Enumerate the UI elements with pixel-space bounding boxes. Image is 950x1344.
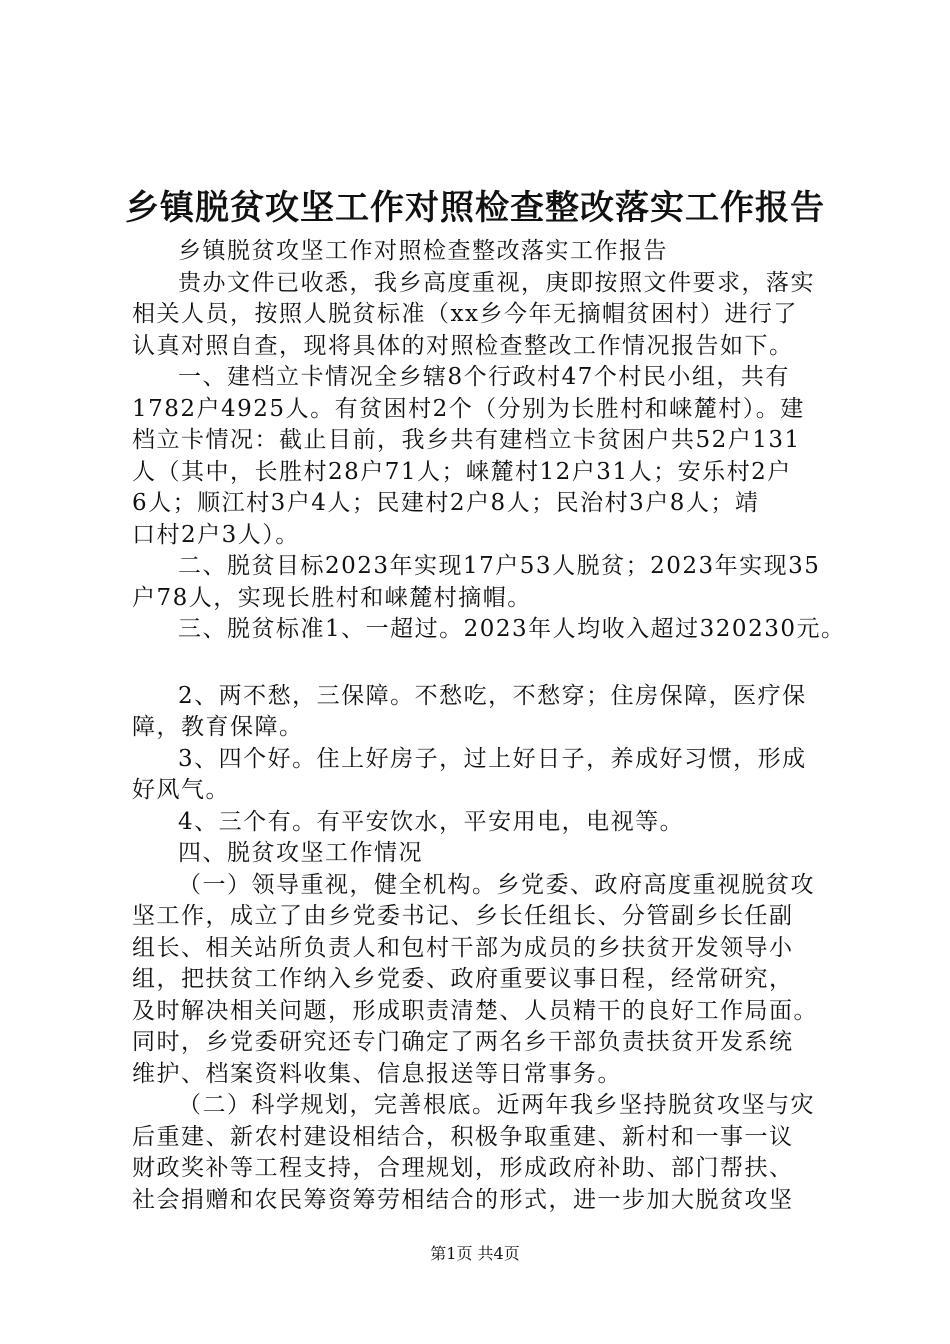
blank-gap — [132, 646, 832, 681]
text-line: 社会捐赠和农民筹资筹劳相结合的形式，进一步加大脱贫攻坚 — [132, 1186, 794, 1213]
subtitle-line: 乡镇脱贫攻坚工作对照检查整改落实工作报告 — [178, 238, 668, 264]
text-line: 二、脱贫目标2023年实现17户53人脱贫；2023年实现35 — [178, 553, 821, 579]
text-line: 4、三个有。有平安饮水，平安用电，电视等。 — [178, 808, 685, 835]
document-title: 乡镇脱贫攻坚工作对照检查整改落实工作报告 — [125, 188, 825, 228]
text-line: 维护、档案资料收集、信息报送等日常事务。 — [132, 1060, 622, 1087]
text-line: 好风气。 — [132, 777, 230, 803]
text-line: 6人；顺江村3户4人；民建村2户8人；民治村3户8人；靖 — [132, 490, 760, 516]
text-line: 组长、相关站所负责人和包村干部为成员的乡扶贫开发领导小 — [132, 934, 794, 961]
text-line: 人（其中，长胜村28户71人；崃麓村12户31人；安乐村2户 — [132, 458, 792, 485]
text-line: 同时，乡党委研究还专门确定了两名乡干部负责扶贫开发系统 — [132, 1029, 794, 1055]
section-heading: 四、脱贫攻坚工作情况 — [178, 840, 423, 866]
text-line: 1782户4925人。有贫困村2个（分别为长胜村和崃麓村）。建 — [132, 395, 805, 422]
text-line: 档立卡情况：截止目前，我乡共有建档立卡贫困户共52户131 — [132, 427, 801, 453]
text-line: 三、脱贫标准1、一超过。2023年人均收入超过320230元。 — [178, 616, 846, 642]
text-line: （一）领导重视，健全机构。乡党委、政府高度重视脱贫攻 — [178, 871, 815, 898]
text-line: 贵办文件已收悉，我乡高度重视，庚即按照文件要求，落实 — [178, 269, 815, 296]
text-line: 一、建档立卡情况全乡辖8个行政村47个村民小组，共有 — [178, 364, 790, 390]
text-line: 3、四个好。住上好房子，过上好日子，养成好习惯，形成 — [178, 745, 807, 772]
page-number: 第1页 共4页 — [430, 1244, 520, 1263]
text-line: 2、两不愁，三保障。不愁吃，不愁穿；住房保障，医疗保 — [178, 682, 807, 709]
text-line: 财政奖补等工程支持，合理规划，形成政府补助、部门帮扶、 — [132, 1155, 794, 1181]
document-body — [132, 236, 846, 1216]
text-line: 坚工作，成立了由乡党委书记、乡长任组长、分管副乡长任副 — [132, 903, 794, 929]
text-line: 后重建、新农村建设相结合，积极争取重建、新村和一事一议 — [132, 1123, 794, 1150]
text-line: 户78人，实现长胜村和崃麓村摘帽。 — [132, 584, 532, 611]
text-line: 障，教育保障。 — [132, 714, 304, 740]
text-line: 及时解决相关问题，形成职责清楚、人员精干的良好工作局面。 — [132, 997, 818, 1024]
text-line: 组，把扶贫工作纳入乡党委、政府重要议事日程，经常研究， — [132, 966, 794, 992]
text-line: 认真对照自查，现将具体的对照检查整改工作情况报告如下。 — [132, 332, 794, 359]
text-line: （二）科学规划，完善根底。近两年我乡坚持脱贫攻坚与灾 — [178, 1092, 815, 1118]
text-line: 相关人员，按照人脱贫标准（xx乡今年无摘帽贫困村）进行了 — [132, 301, 798, 327]
text-line: 口村2户3人）。 — [132, 521, 300, 548]
